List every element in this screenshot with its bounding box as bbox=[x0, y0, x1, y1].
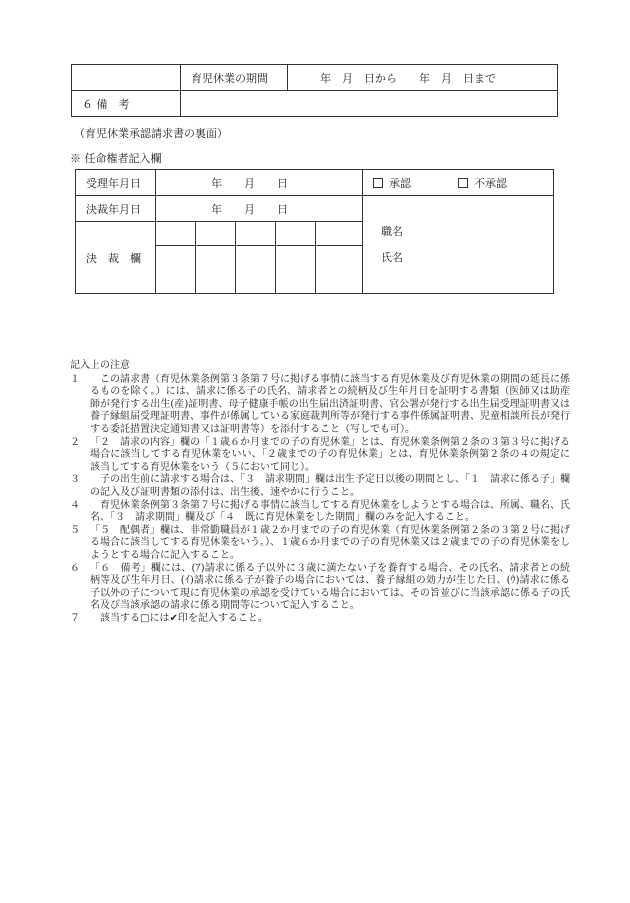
note-item-4: ４ 育児休業条例第３条第７号に掲げる事情に該当してする育児休業をしようとする場合は、所属、職名、氏名、「３ 請求期間」欄及び「４ 既に育児休業をした期間」欄のみを記入すること。 bbox=[70, 499, 570, 524]
note-item-3: ３ 子の出生前に請求する場合は、「３ 請求期間」欄は出生予定日以後の期間とし、「１ 請求に係る子」欄の記入及び証明書類の添付は、出生後、速やかに行うこと。 bbox=[70, 474, 570, 498]
stamp-box-4[interactable] bbox=[276, 246, 316, 294]
approve-checkbox[interactable] bbox=[373, 178, 383, 188]
stamp-header-1[interactable] bbox=[156, 222, 196, 246]
approval-col-label: 決 裁 欄 bbox=[76, 222, 156, 294]
decision-row bbox=[76, 196, 554, 222]
period-row bbox=[72, 65, 558, 91]
remarks-value[interactable] bbox=[181, 91, 558, 117]
top-table bbox=[71, 64, 558, 117]
note-item-1: １ この請求書（育児休業条例第３条第７号に掲げる事情に該当する育児休業及び育児休業の期間の延長に係るものを除く。）には、請求に係る子の氏名、請求者との続柄及び生年月日を証明する書類（医師又は助産師が発行する出生(産)証明書、母子健康手帳の出生届出済証明書、官公署が発行する出生届受理証明書又は養子縁組届受理証明書、事件が係属している家庭裁判所等が発行する事件係属証明書、児童相談所長が発行する委託措置決定通知書又は証明書等）を添付すること（写しでも可）。 bbox=[70, 373, 570, 435]
approval-choice bbox=[363, 170, 554, 196]
title-label: 職名 bbox=[381, 224, 404, 238]
received-row bbox=[76, 170, 554, 196]
disapprove-label: 不承認 bbox=[474, 176, 508, 190]
stamp-header-3[interactable] bbox=[236, 222, 276, 246]
note-item-7: ７ 該当する□には✔印を記入すること。 bbox=[70, 612, 268, 624]
decision-date[interactable]: 年 月 日 bbox=[156, 196, 363, 222]
stamp-box-3[interactable] bbox=[236, 246, 276, 294]
received-label: 受理年月日 bbox=[76, 170, 156, 196]
decision-label: 決裁年月日 bbox=[76, 196, 156, 222]
note-item-6: ６ 「６ 備考」欄には、(ｱ)請求に係る子以外に３歳に満たない子を養育する場合、その氏名、請求者との続柄等及び生年月日、(ｲ)請求に係る子が養子の場合においては、養子縁組の効力が生じた日、(ｳ)請求に係る子以外の子について現に育児休業の承認を受けている場合においては、その旨並びに当該承認に係る子の氏名及び当該承認の請求に係る期間等について記入すること。 bbox=[70, 562, 570, 612]
period-value[interactable]: 年 月 日から 年 月 日まで bbox=[288, 65, 558, 91]
stamp-header-2[interactable] bbox=[196, 222, 236, 246]
notes-heading: 記入上の注意 bbox=[70, 360, 130, 371]
remarks-row bbox=[72, 91, 558, 117]
notes-section bbox=[70, 360, 570, 625]
authority-table bbox=[75, 169, 554, 294]
approve-label: 承認 bbox=[389, 176, 412, 190]
stamp-box-2[interactable] bbox=[196, 246, 236, 294]
remarks-label: ６ 備 考 bbox=[72, 91, 181, 117]
stamp-box-1[interactable] bbox=[156, 246, 196, 294]
authority-heading: ※ 任命権者記入欄 bbox=[70, 152, 162, 165]
stamp-header-5[interactable] bbox=[316, 222, 363, 246]
stamp-box-5[interactable] bbox=[316, 246, 363, 294]
received-date[interactable]: 年 月 日 bbox=[156, 170, 363, 196]
empty-cell bbox=[72, 65, 181, 91]
stamp-header-4[interactable] bbox=[276, 222, 316, 246]
period-label: 育児休業の期間 bbox=[181, 65, 288, 91]
caption: （育児休業承認請求書の裏面） bbox=[74, 127, 228, 140]
note-item-2: ２ 「２ 請求の内容」欄の「１歳６か月までの子の育児休業」とは、育児休業条例第２条の３第３号に掲げる場合に該当してする育児休業をいい、「２歳までの子の育児休業」とは、育児休業条例第２条の４の規定に該当してする育児休業をいう（５において同じ）。 bbox=[70, 436, 570, 473]
signatory-cell bbox=[363, 196, 554, 294]
note-item-5: ５ 「５ 配偶者」欄は、非常勤職員が１歳２か月までの子の育児休業（育児休業条例第２条の３第２号に掲げる場合に該当してする育児休業をいう。）、１歳６か月までの子の育児休業又は２歳までの子の育児休業をしようとする場合に記入すること。 bbox=[70, 524, 570, 561]
name-label: 氏名 bbox=[381, 250, 404, 264]
disapprove-checkbox[interactable] bbox=[458, 178, 468, 188]
